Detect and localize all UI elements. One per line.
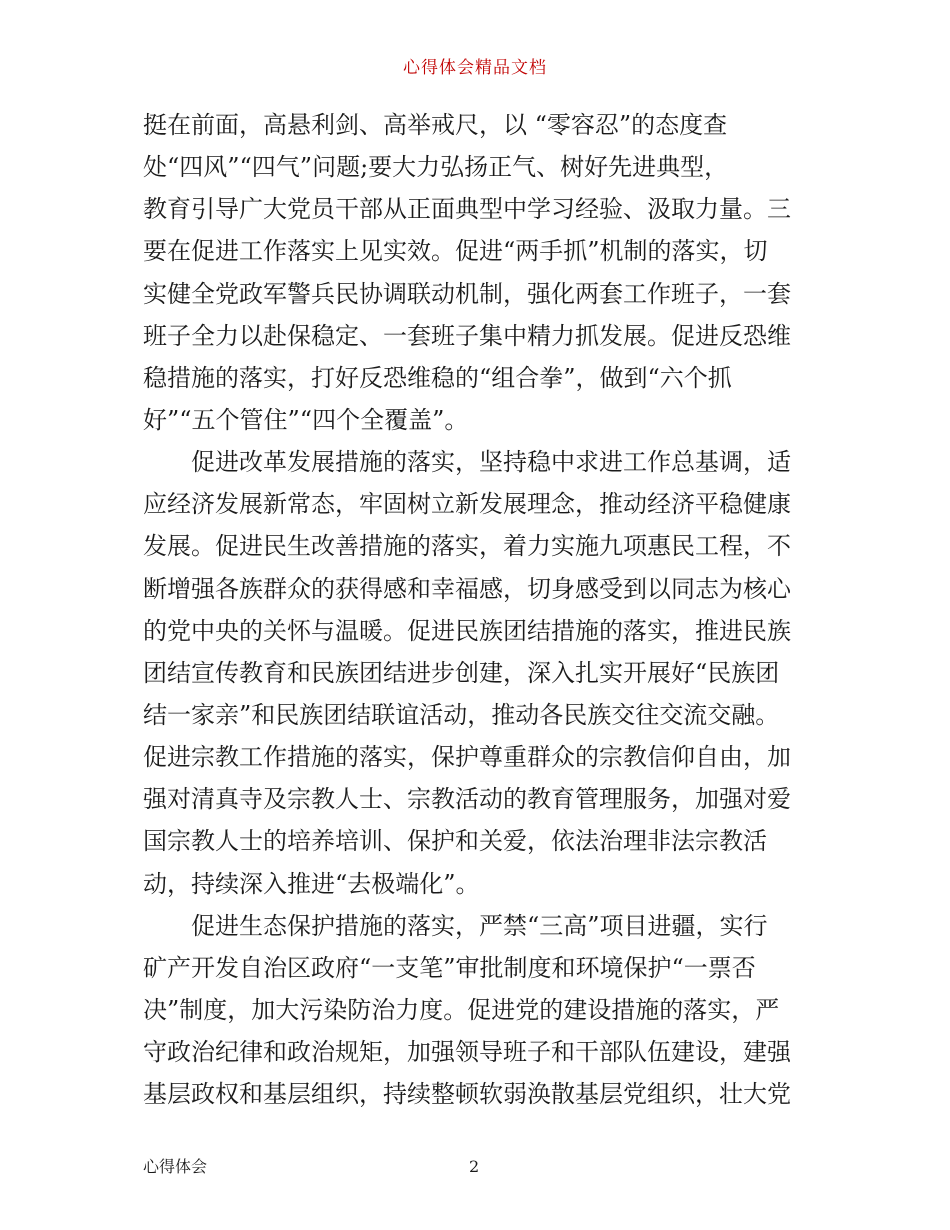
body-line: 决”制度，加大污染防治力度。促进党的建设措施的落实，严	[143, 995, 780, 1024]
document-header-title: 心得体会精品文档	[403, 58, 547, 78]
body-line: 团结宣传教育和民族团结进步创建，深入扎实开展好“民族团	[143, 658, 780, 687]
body-line: 断增强各族群众的获得感和幸福感，切身感受到以同志为核心	[143, 574, 791, 603]
footer-label: 心得体会	[143, 1157, 208, 1176]
body-line: 应经济发展新常态，牢固树立新发展理念，推动经济平稳健康	[143, 490, 791, 519]
body-line: 实健全党政军警兵民协调联动机制，强化两套工作班子，一套	[143, 279, 791, 308]
body-line: 班子全力以赴保稳定、一套班子集中精力抓发展。促进反恐维	[143, 321, 791, 350]
body-line: 好”“五个管住”“四个全覆盖”。	[143, 405, 469, 434]
paragraph-first-line: 促进生态保护措施的落实，严禁“三高”项目进疆，实行	[191, 911, 768, 940]
body-line: 基层政权和基层组织，持续整顿软弱涣散基层党组织，壮大党	[143, 1080, 791, 1109]
body-line: 处“四风”“四气”问题;要大力弘扬正气、树好先进典型，	[143, 153, 729, 182]
body-line: 发展。促进民生改善措施的落实，着力实施九项惠民工程，不	[143, 532, 791, 561]
page-number: 2	[469, 1157, 480, 1176]
document-body	[143, 104, 823, 1115]
paragraph-first-line: 促进改革发展措施的落实，坚持稳中求进工作总基调，适	[191, 448, 791, 477]
body-line: 教育引导广大党员干部从正面典型中学习经验、汲取力量。三	[143, 195, 791, 224]
body-line: 促进宗教工作措施的落实，保护尊重群众的宗教信仰自由，加	[143, 743, 791, 772]
body-line: 强对清真寺及宗教人士、宗教活动的教育管理服务，加强对爱	[143, 785, 791, 814]
body-line: 要在促进工作落实上见实效。促进“两手抓”机制的落实，切	[143, 237, 768, 266]
body-line: 国宗教人士的培养培训、保护和关爱，依法治理非法宗教活	[143, 827, 767, 856]
body-line: 结一家亲”和民族团结联谊活动，推动各民族交往交流交融。	[143, 700, 780, 729]
body-line: 守政治纪律和政治规矩，加强领导班子和干部队伍建设，建强	[143, 1038, 791, 1067]
body-line: 的党中央的关怀与温暖。促进民族团结措施的落实，推进民族	[143, 616, 791, 645]
body-line: 稳措施的落实，打好反恐维稳的“组合拳”，做到“六个抓	[143, 363, 732, 392]
body-line: 矿产开发自治区政府“一支笔”审批制度和环境保护“一票否	[143, 953, 756, 982]
body-line: 动，持续深入推进“去极端化”。	[143, 869, 480, 898]
body-line: 挺在前面，高悬利剑、高举戒尺，以 “零容忍”的态度查	[143, 111, 728, 139]
